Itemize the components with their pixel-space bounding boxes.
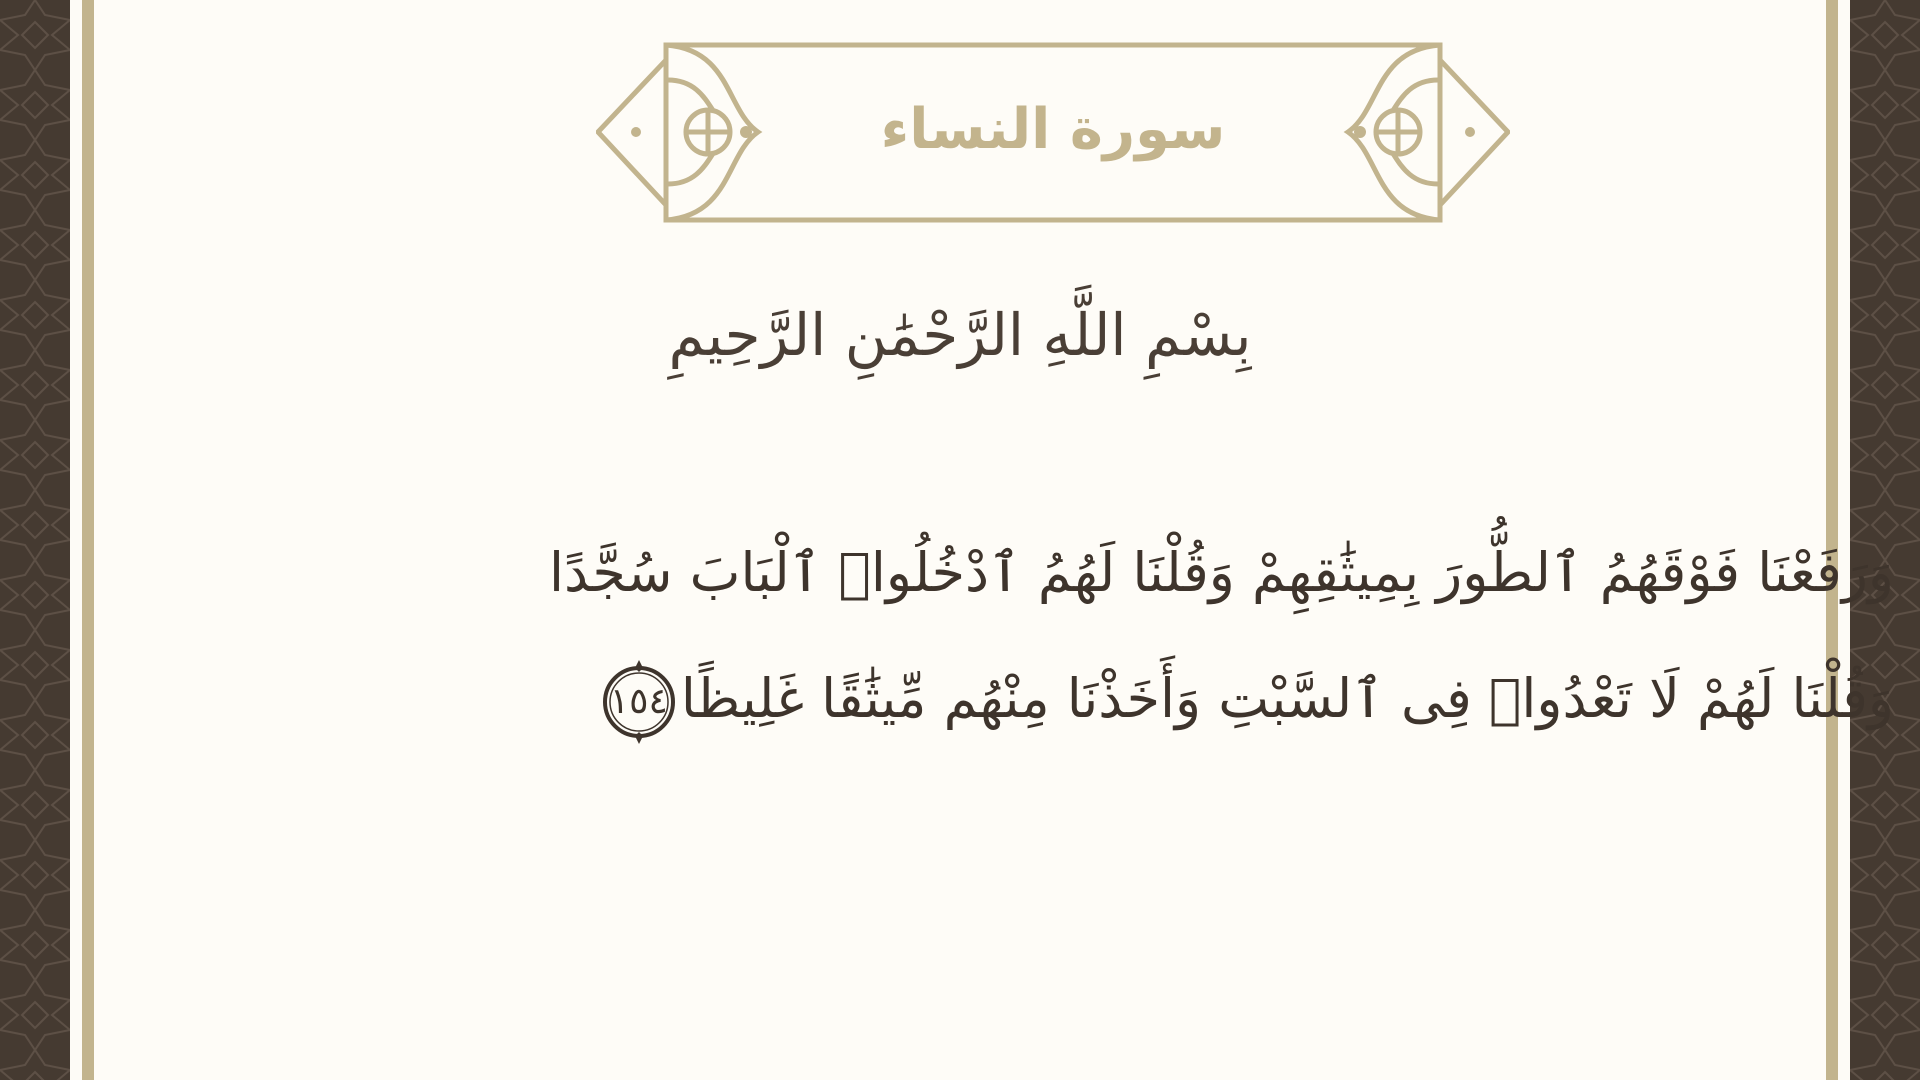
verse-text (470, 510, 1894, 762)
surah-title: سورة النساء (880, 97, 1226, 162)
geometric-star-pattern-icon (0, 0, 70, 1080)
left-border-pattern (0, 0, 70, 1080)
page-content (94, 0, 1894, 1080)
verse-line-2-text: وَقُلْنَا لَهُمْ لَا تَعْدُوا۟ فِى ٱلسَّبْتِ وَأَخَذْنَا مِنْهُم مِّيثَٰقًا غَلِيظًا (680, 667, 1894, 730)
ayah-number: ١٥٤ (609, 681, 668, 723)
verse-line-1: وَرَفَعْنَا فَوْقَهُمُ ٱلطُّورَ بِمِيثَٰقِهِمْ وَقُلْنَا لَهُمُ ٱدْخُلُوا۟ ٱلْبَابَ سُجَّدًا (549, 541, 1894, 604)
verse-line-2 (470, 636, 1894, 762)
surah-header (596, 40, 1510, 230)
ayah-marker (597, 660, 681, 744)
basmala: بِسْمِ اللَّهِ الرَّحْمَٰنِ الرَّحِيمِ (668, 301, 1252, 369)
left-gold-rule (82, 0, 94, 1080)
